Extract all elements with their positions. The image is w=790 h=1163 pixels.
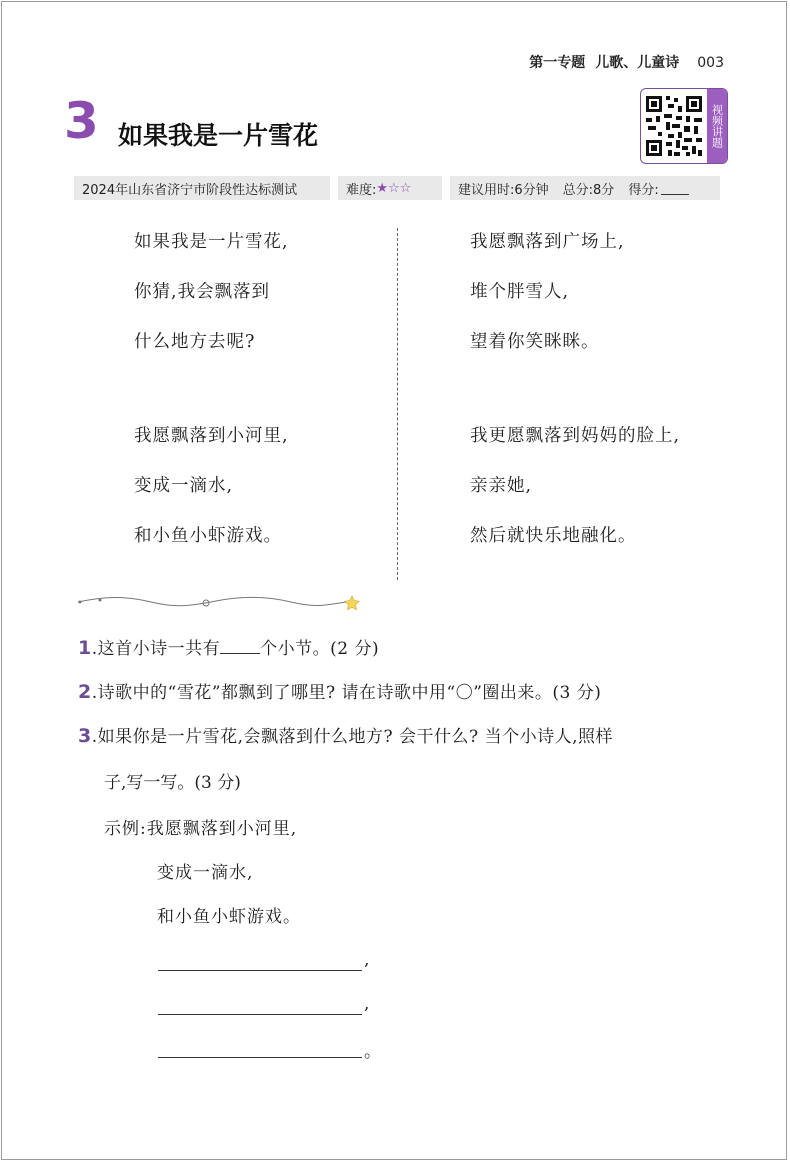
example-line-1: [104, 814, 297, 839]
poem-line: 我愿飘落到小河里,: [134, 426, 289, 446]
question-text: .如果你是一片雪花,会飘落到什么地方? 会干什么? 当个小诗人,照样: [91, 727, 613, 747]
poem-line: 然后就快乐地融化。: [470, 526, 637, 546]
running-head: [529, 52, 724, 72]
stanza-4: [470, 422, 680, 572]
score-blank[interactable]: [661, 182, 689, 195]
star-filled-icon: ★: [376, 180, 389, 196]
poem-line: 你猜,我会飘落到: [134, 282, 271, 302]
example-text: 我愿飘落到小河里,: [146, 819, 298, 839]
decorative-wave-divider: [76, 590, 366, 614]
column-divider: [397, 228, 398, 580]
difficulty-label: 难度:: [346, 182, 377, 198]
question-text: .诗歌中的“雪花”都飘到了哪里? 请在诗歌中用“〇”圈出来。(3 分): [91, 683, 602, 703]
poem-line: 望着你笑眯眯。: [470, 332, 600, 352]
time-score-info: [450, 176, 720, 200]
stanza-count-blank[interactable]: [220, 639, 260, 654]
score-label: 得分:: [628, 182, 659, 198]
question-1: [78, 634, 379, 659]
example-label: 示例:: [104, 819, 147, 839]
poem-line: 如果我是一片雪花,: [134, 232, 289, 252]
lesson-number: 3: [64, 92, 99, 150]
poem-right-column: [470, 228, 680, 572]
example-line-2: 变成一滴水,: [157, 863, 254, 883]
page-border: [1, 1, 787, 1160]
question-text: .这首小诗一共有: [91, 639, 221, 659]
answer-punct-3: 。: [364, 1042, 381, 1062]
poem-left-column: [134, 228, 289, 572]
question-3-continued: 子,写一写。(3 分): [104, 773, 241, 793]
poem-line: 和小鱼小虾游戏。: [134, 526, 282, 546]
stanza-3: [134, 422, 289, 572]
poem-line: 我更愿飘落到妈妈的脸上,: [470, 426, 681, 446]
answer-line-2[interactable]: [158, 1014, 362, 1015]
poem-line: 变成一滴水,: [134, 476, 234, 496]
answer-punct-1: ,: [364, 950, 370, 970]
poem-line: 什么地方去呢?: [134, 332, 256, 352]
question-text: 个小节。(2 分): [260, 639, 380, 659]
info-bar: [74, 176, 720, 200]
question-number: 2: [78, 681, 92, 703]
poem-line: 亲亲她,: [470, 476, 533, 496]
answer-line-3[interactable]: [158, 1057, 362, 1058]
qr-code-panel[interactable]: [640, 88, 728, 164]
stanza-1: [134, 228, 289, 378]
star-empty-icon: ☆☆: [388, 180, 412, 196]
page-number: 003: [697, 55, 724, 71]
answer-line-1[interactable]: [158, 970, 362, 971]
topic-label: 儿歌、儿童诗: [595, 55, 680, 71]
stanza-2: [470, 228, 680, 378]
question-number: 1: [78, 637, 92, 659]
example-line-3: 和小鱼小虾游戏。: [157, 907, 301, 927]
question-number: 3: [78, 725, 92, 747]
question-3: [78, 722, 613, 747]
poem-line: 我愿飘落到广场上,: [470, 232, 625, 252]
answer-punct-2: ,: [364, 994, 370, 1014]
unit-label: 第一专题: [529, 55, 586, 71]
question-2: [78, 678, 601, 703]
video-explain-tab[interactable]: 视频讲题: [707, 89, 727, 163]
suggested-time: 建议用时:6分钟: [458, 182, 549, 198]
test-source: 2024年山东省济宁市阶段性达标测试: [74, 176, 330, 200]
difficulty: [338, 176, 442, 200]
total-score: 总分:8分: [562, 182, 615, 198]
poem-line: 堆个胖雪人,: [470, 282, 570, 302]
qr-code-icon[interactable]: [641, 89, 707, 163]
lesson-title: 如果我是一片雪花: [118, 121, 319, 150]
